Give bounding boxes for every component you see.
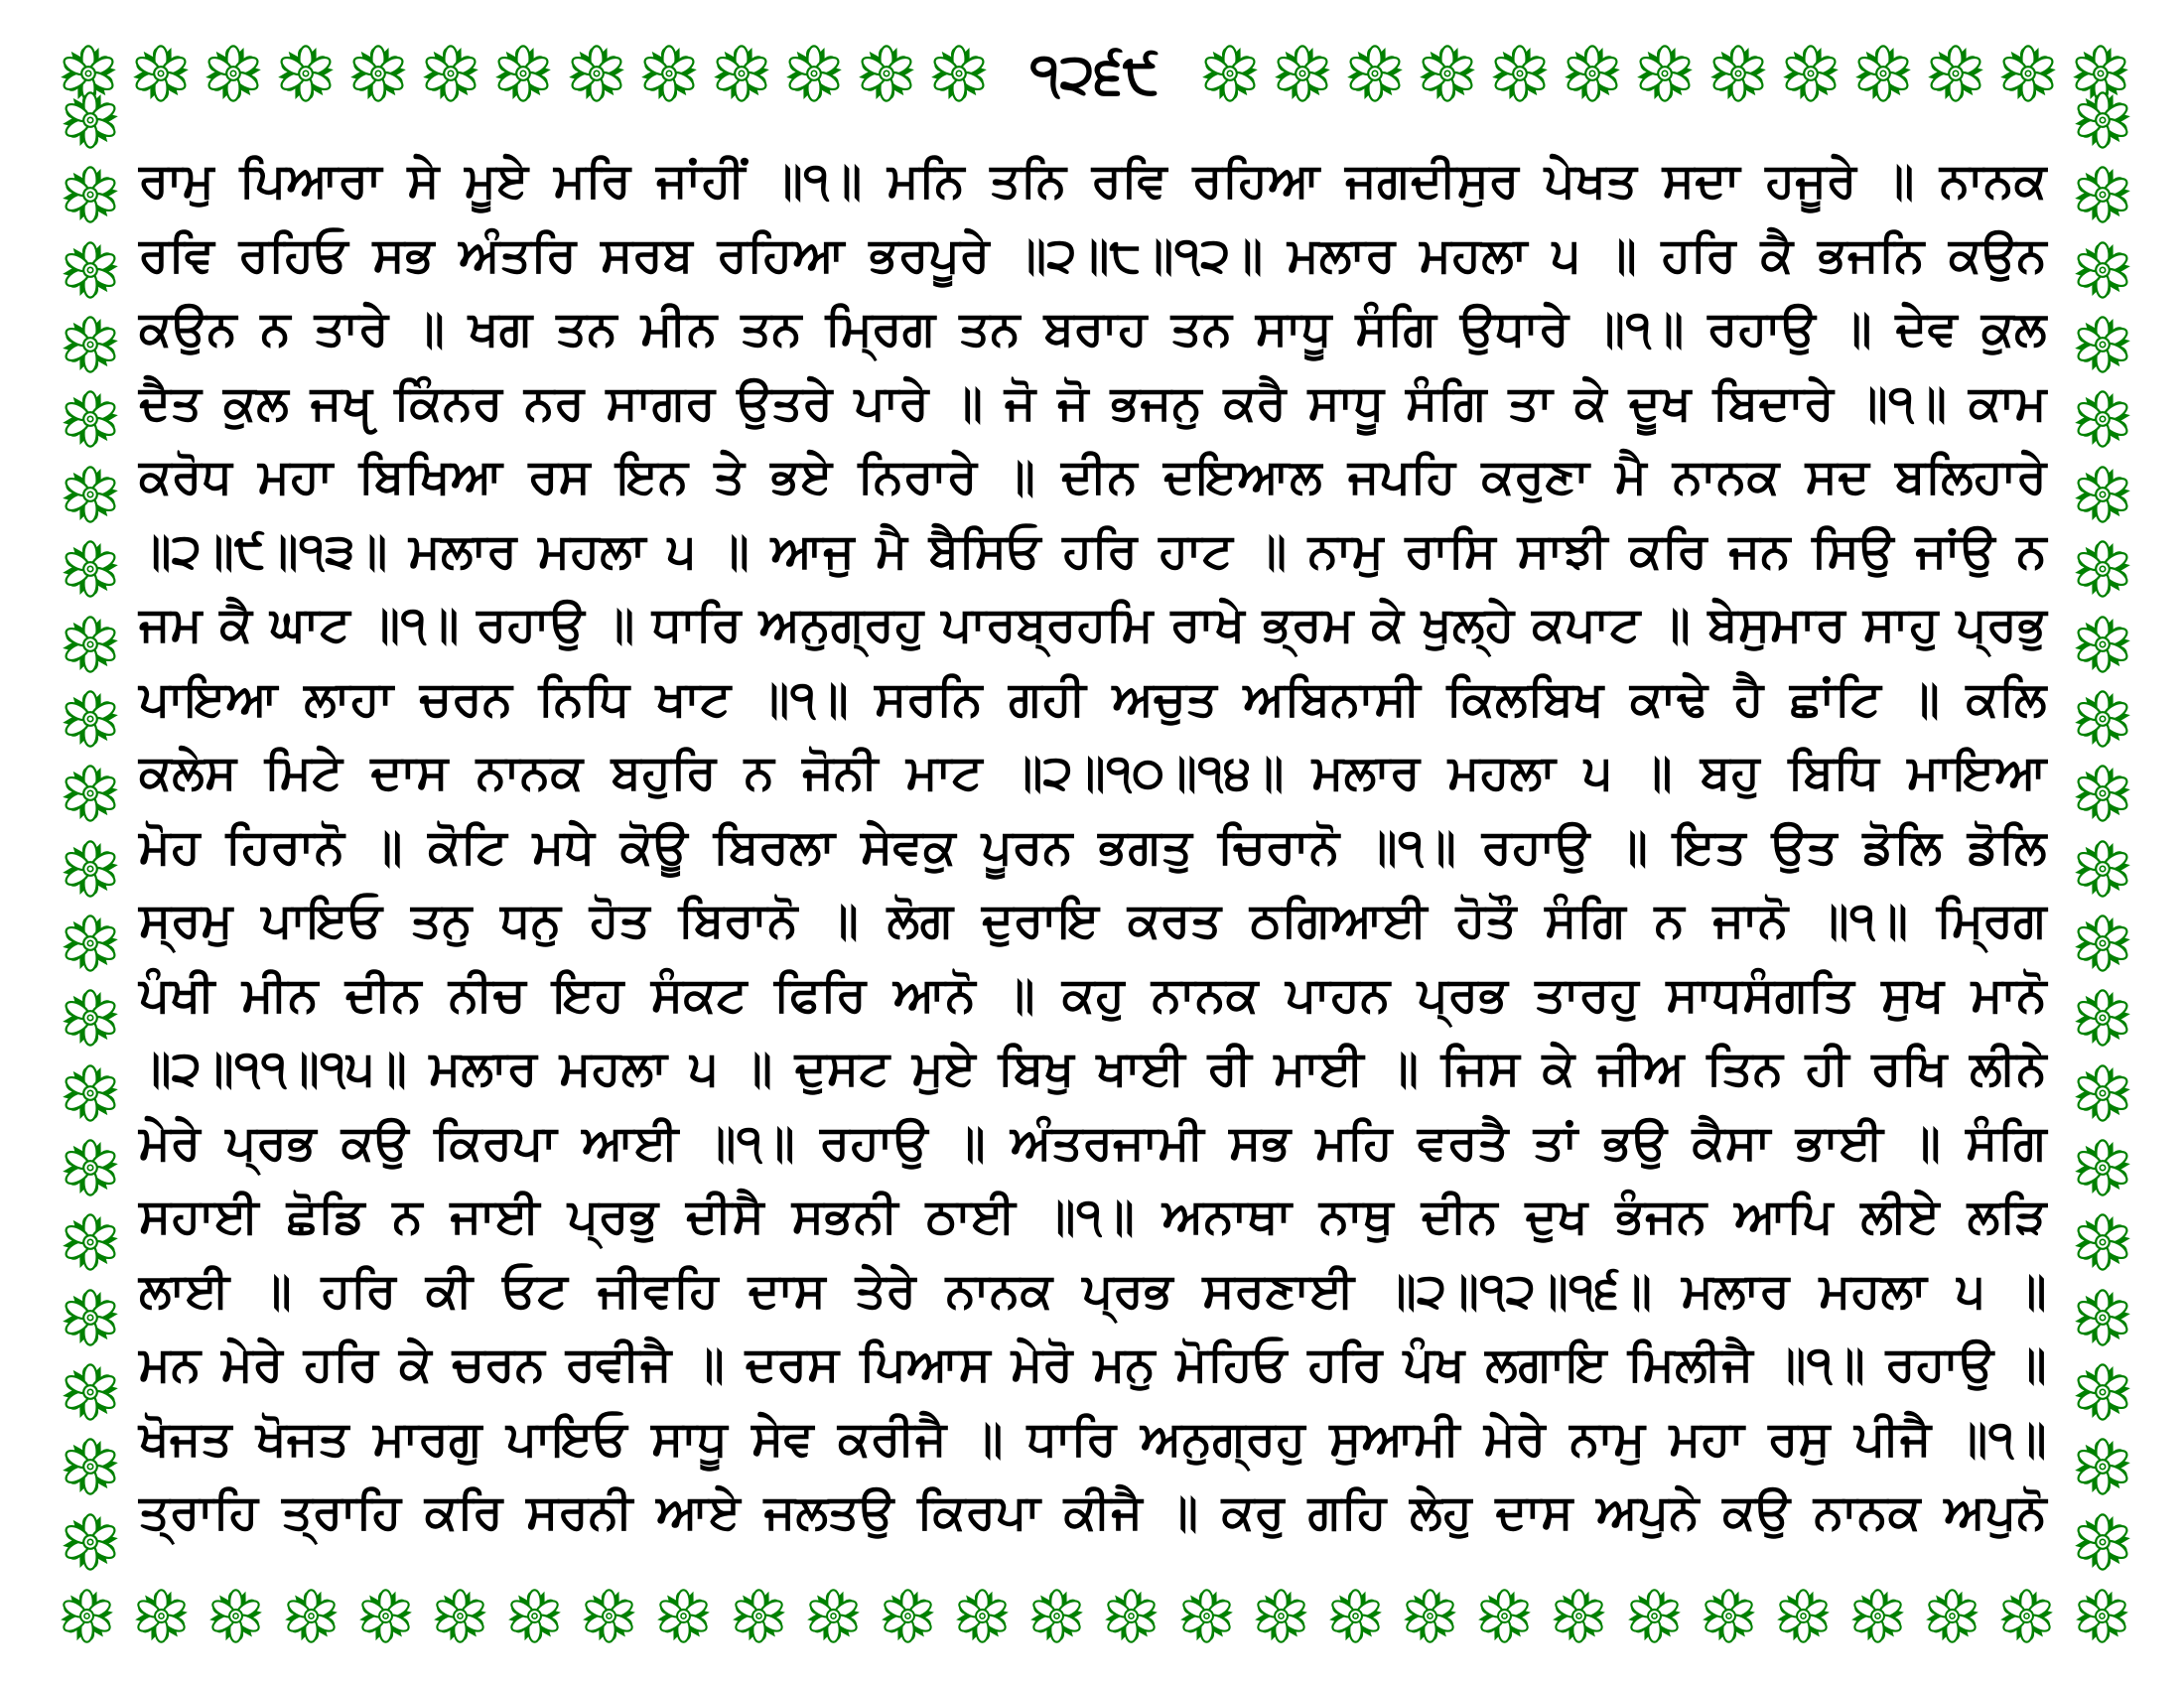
flower-ornament xyxy=(62,91,119,149)
flower-ornament xyxy=(62,1289,119,1346)
flower-ornament xyxy=(1564,45,1621,102)
flower-ornament xyxy=(881,1589,935,1643)
flower-ornament xyxy=(568,45,625,102)
text-line: ਸ੍ਰਮੁ ਪਾਇਓ ਤਨੁ ਧਨੁ ਹੋਤ ਬਿਰਾਨੋ ॥ ਲੋਗ ਦੁਰਾਇ ਕਰਤ ਠਗਿਆਈ ਹੋਤੌ ਸੰਗਿ ਨ ਜਾਨੋ ॥੧॥ ਮ੍ਰਿਗ xyxy=(139,895,2047,947)
flower-ornament xyxy=(1029,1589,1084,1643)
flower-ornament xyxy=(62,466,119,523)
flower-ornament xyxy=(433,1589,487,1643)
flower-ornament xyxy=(2074,316,2131,373)
flower-ornament xyxy=(1627,1589,1682,1643)
flower-ornament xyxy=(1854,45,1912,102)
flower-ornament xyxy=(1477,1589,1532,1643)
flower-ornament xyxy=(62,540,119,598)
text-line: ਕਲੇਸ ਮਿਟੇ ਦਾਸ ਨਾਨਕ ਬਹੁਰਿ ਨ ਜੋਨੀ ਮਾਟ ॥੨॥੧੦॥੧੪॥ ਮਲਾਰ ਮਹਲਾ ੫ ॥ ਬਹੁ ਬਿਧਿ ਮਾਇਆ xyxy=(139,747,2047,799)
text-line: ॥੨॥੧੧॥੧੫॥ ਮਲਾਰ ਮਹਲਾ ੫ ॥ ਦੁਸਟ ਮੁਏ ਬਿਖੁ ਖਾਈ ਰੀ ਮਾਈ ॥ ਜਿਸ ਕੇ ਜੀਅ ਤਿਨ ਹੀ ਰਖਿ ਲੀਨੇ xyxy=(139,1043,2047,1095)
border-right-ornament xyxy=(2074,91,2131,1571)
text-line: ਰਾਮੁ ਪਿਆਰਾ ਸੇ ਮੂਏ ਮਰਿ ਜਾਂਹੀਂ ॥੧॥ ਮਨਿ ਤਨਿ ਰਵਿ ਰਹਿਆ ਜਗਦੀਸੁਰ ਪੇਖਤ ਸਦਾ ਹਜੂਰੇ ॥ ਨਾਨਕ xyxy=(139,155,2047,208)
flower-ornament xyxy=(205,45,262,102)
flower-ornament xyxy=(494,45,552,102)
flower-ornament xyxy=(62,989,119,1047)
flower-ornament xyxy=(277,45,335,102)
flower-ornament xyxy=(132,45,190,102)
flower-ornament xyxy=(2074,616,2131,673)
flower-ornament xyxy=(2074,690,2131,748)
scripture-text-block xyxy=(139,145,2047,1551)
flower-ornament xyxy=(1419,45,1476,102)
flower-ornament xyxy=(1254,1589,1308,1643)
flower-ornament xyxy=(62,1438,119,1495)
flower-ornament xyxy=(62,914,119,972)
flower-ornament xyxy=(858,45,915,102)
flower-ornament xyxy=(284,1589,339,1643)
flower-ornament xyxy=(2074,1438,2131,1495)
flower-ornament xyxy=(62,241,119,299)
text-line: ਕਰੋਧ ਮਹਾ ਬਿਖਿਆ ਰਸ ਇਨ ਤੇ ਭਏ ਨਿਰਾਰੇ ॥ ਦੀਨ ਦਇਆਲ ਜਪਹਿ ਕਰੁਣਾ ਮੈ ਨਾਨਕ ਸਦ ਬਲਿਹਾਰੇ xyxy=(139,451,2047,503)
flower-ornament xyxy=(2074,765,2131,822)
border-left-ornament xyxy=(62,91,119,1571)
flower-ornament xyxy=(2074,1139,2131,1196)
text-line: ਪੰਖੀ ਮੀਨ ਦੀਨ ਨੀਚ ਇਹ ਸੰਕਟ ਫਿਰਿ ਆਨੋ ॥ ਕਹੁ ਨਾਨਕ ਪਾਹਨ ਪ੍ਰਭ ਤਾਰਹੁ ਸਾਧਸੰਗਤਿ ਸੁਖ ਮਾਨੋ xyxy=(139,968,2047,1022)
text-line: ਸਹਾਈ ਛੋਡਿ ਨ ਜਾਈ ਪ੍ਰਭੁ ਦੀਸੈ ਸਭਨੀ ਠਾਈ ॥੧॥ ਅਨਾਥਾ ਨਾਥੁ ਦੀਨ ਦੁਖ ਭੰਜਨ ਆਪਿ ਲੀਏ ਲੜਿ xyxy=(139,1191,2047,1243)
flower-ornament xyxy=(1274,45,1331,102)
flower-ornament xyxy=(1403,1589,1457,1643)
flower-ornament xyxy=(2074,1513,2131,1571)
flower-ornament xyxy=(1709,45,1767,102)
flower-ornament xyxy=(208,1589,263,1643)
text-line: ਤ੍ਰਾਹਿ ਤ੍ਰਾਹਿ ਕਰਿ ਸਰਨੀ ਆਏ ਜਲਤਉ ਕਿਰਪਾ ਕੀਜੈ ॥ ਕਰੁ ਗਹਿ ਲੇਹੁ ਦਾਸ ਅਪੁਨੇ ਕਉ ਨਾਨਕ ਅਪੁਨੋ xyxy=(139,1486,2047,1539)
flower-ornament xyxy=(2074,1363,2131,1421)
flower-ornament xyxy=(1776,1589,1831,1643)
flower-ornament xyxy=(1850,1589,1905,1643)
flower-ornament xyxy=(2074,91,2131,149)
text-line: ॥੨॥੯॥੧੩॥ ਮਲਾਰ ਮਹਲਾ ੫ ॥ ਆਜੁ ਮੈ ਬੈਸਿਓ ਹਰਿ ਹਾਟ ॥ ਨਾਮੁ ਰਾਸਿ ਸਾਝੀ ਕਰਿ ਜਨ ਸਿਉ ਜਾਂਉ ਨ xyxy=(139,524,2047,578)
flower-ornament xyxy=(2074,540,2131,598)
flower-ornament xyxy=(1346,45,1404,102)
flower-ornament xyxy=(1999,1589,2054,1643)
page-number: ੧੨੬੯ xyxy=(1029,42,1160,104)
flower-ornament xyxy=(62,616,119,673)
text-line: ਜਮ ਕੈ ਘਾਟ ॥੧॥ ਰਹਾਉ ॥ ਧਾਰਿ ਅਨੁਗ੍ਰਹੁ ਪਾਰਬ੍ਰਹਮਿ ਰਾਖੇ ਭ੍ਰਮ ਕੇ ਖੁਲ੍ਹੇ ਕਪਾਟ ॥ ਬੇਸੁਮਾਰ ਸਾਹੁ ਪ੍ਰਭੁ xyxy=(139,599,2047,651)
flower-ornament xyxy=(1925,1589,1979,1643)
flower-ornament xyxy=(1999,45,2057,102)
flower-ornament xyxy=(2074,989,2131,1047)
text-line: ਲਾਈ ॥ ਹਰਿ ਕੀ ਓਟ ਜੀਵਹਿ ਦਾਸ ਤੇਰੇ ਨਾਨਕ ਪ੍ਰਭ ਸਰਣਾਈ ॥੨॥੧੨॥੧੬॥ ਮਲਾਰ ਮਹਲਾ ੫ ॥ xyxy=(139,1264,2047,1318)
flower-ornament xyxy=(2074,466,2131,523)
flower-ornament xyxy=(1636,45,1694,102)
text-line: ਮਨ ਮੇਰੇ ਹਰਿ ਕੇ ਚਰਨ ਰਵੀਜੈ ॥ ਦਰਸ ਪਿਆਸ ਮੇਰੋ ਮਨੁ ਮੋਹਿਓ ਹਰਿ ਪੰਖ ਲਗਾਇ ਮਿਲੀਜੈ ॥੧॥ ਰਹਾਉ ॥ xyxy=(139,1338,2047,1391)
flower-ornament xyxy=(62,166,119,223)
flower-ornament xyxy=(2074,241,2131,299)
text-line: ਕਉਨ ਨ ਤਾਰੇ ॥ ਖਗ ਤਨ ਮੀਨ ਤਨ ਮ੍ਰਿਗ ਤਨ ਬਰਾਹ ਤਨ ਸਾਧੂ ਸੰਗਿ ਉਧਾਰੇ ॥੧॥ ਰਹਾਉ ॥ ਦੇਵ ਕੁਲ xyxy=(139,303,2047,355)
flower-ornament xyxy=(640,45,698,102)
flower-ornament xyxy=(62,690,119,748)
text-line: ਮੇਰੇ ਪ੍ਰਭ ਕਉ ਕਿਰਪਾ ਆਈ ॥੧॥ ਰਹਾਉ ॥ ਅੰਤਰਜਾਮੀ ਸਭ ਮਹਿ ਵਰਤੈ ਤਾਂ ਭਉ ਕੈਸਾ ਭਾਈ ॥ ਸੰਗਿ xyxy=(139,1116,2047,1170)
flower-ornament xyxy=(2074,1064,2131,1122)
border-bottom-ornament xyxy=(60,1583,2129,1648)
border-top-right-flowers xyxy=(1201,45,2129,102)
border-top-left-flowers xyxy=(60,45,988,102)
flower-ornament xyxy=(732,1589,786,1643)
border-top-ornament xyxy=(60,38,2129,109)
flower-ornament xyxy=(2074,390,2131,448)
flower-ornament xyxy=(422,45,479,102)
flower-ornament xyxy=(1104,1589,1159,1643)
text-line: ਪਾਇਆ ਲਾਹਾ ਚਰਨ ਨਿਧਿ ਖਾਟ ॥੧॥ ਸਰਨਿ ਗਹੀ ਅਚੁਤ ਅਬਿਨਾਸੀ ਕਿਲਬਿਖ ਕਾਢੇ ਹੈ ਛਾਂਟਿ ॥ ਕਲਿ xyxy=(139,672,2047,726)
text-line: ਦੈਤ ਕੁਲ ਜਖੵ ਕਿੰਨਰ ਨਰ ਸਾਗਰ ਉਤਰੇ ਪਾਰੇ ॥ ਜੋ ਜੋ ਭਜਨੁ ਕਰੈ ਸਾਧੂ ਸੰਗਿ ਤਾ ਕੇ ਦੂਖ ਬਿਦਾਰੇ ॥੧॥ ਕਾਮ xyxy=(139,376,2047,430)
flower-ornament xyxy=(2074,166,2131,223)
text-line: ਖੋਜਤ ਖੋਜਤ ਮਾਰਗੁ ਪਾਇਓ ਸਾਧੂ ਸੇਵ ਕਰੀਜੈ ॥ ਧਾਰਿ ਅਨੁਗ੍ਰਹੁ ਸੁਆਮੀ ਮੇਰੇ ਨਾਮੁ ਮਹਾ ਰਸੁ ਪੀਜੈ ॥੧॥ xyxy=(139,1412,2047,1466)
flower-ornament xyxy=(62,1064,119,1122)
flower-ornament xyxy=(62,765,119,822)
flower-ornament xyxy=(2075,1589,2129,1643)
flower-ornament xyxy=(1927,45,1984,102)
flower-ornament xyxy=(62,1213,119,1271)
flower-ornament xyxy=(806,1589,861,1643)
flower-ornament xyxy=(60,1589,114,1643)
flower-ornament xyxy=(2074,1213,2131,1271)
flower-ornament xyxy=(62,316,119,373)
flower-ornament xyxy=(713,45,770,102)
flower-ornament xyxy=(1328,1589,1383,1643)
flower-ornament xyxy=(62,1363,119,1421)
flower-ornament xyxy=(62,840,119,898)
flower-ornament xyxy=(2074,1289,2131,1346)
flower-ornament xyxy=(62,1139,119,1196)
flower-ornament xyxy=(1201,45,1259,102)
flower-ornament xyxy=(1179,1589,1234,1643)
flower-ornament xyxy=(955,1589,1010,1643)
flower-ornament xyxy=(349,45,407,102)
text-line: ਮੋਹ ਹਿਰਾਨੋ ॥ ਕੋਟਿ ਮਧੇ ਕੋਊ ਬਿਰਲਾ ਸੇਵਕੁ ਪੂਰਨ ਭਗਤੁ ਚਿਰਾਨੋ ॥੧॥ ਰਹਾਉ ॥ ਇਤ ਉਤ ਡੋਲਿ ਡੋਲਿ xyxy=(139,820,2047,874)
text-line: ਰਵਿ ਰਹਿਓ ਸਭ ਅੰਤਰਿ ਸਰਬ ਰਹਿਆ ਭਰਪੂਰੇ ॥੨॥੮॥੧੨॥ ਮਲਾਰ ਮਹਲਾ ੫ ॥ ਹਰਿ ਕੈ ਭਜਨਿ ਕਉਨ xyxy=(139,228,2047,282)
flower-ornament xyxy=(358,1589,413,1643)
flower-ornament xyxy=(507,1589,562,1643)
flower-ornament xyxy=(2074,840,2131,898)
flower-ornament xyxy=(656,1589,711,1643)
flower-ornament xyxy=(134,1589,189,1643)
flower-ornament xyxy=(1491,45,1549,102)
flower-ornament xyxy=(62,1513,119,1571)
flower-ornament xyxy=(582,1589,636,1643)
flower-ornament xyxy=(2074,914,2131,972)
flower-ornament xyxy=(1552,1589,1606,1643)
flower-ornament xyxy=(785,45,843,102)
flower-ornament xyxy=(930,45,988,102)
flower-ornament xyxy=(62,390,119,448)
flower-ornament xyxy=(1702,1589,1756,1643)
flower-ornament xyxy=(1782,45,1840,102)
